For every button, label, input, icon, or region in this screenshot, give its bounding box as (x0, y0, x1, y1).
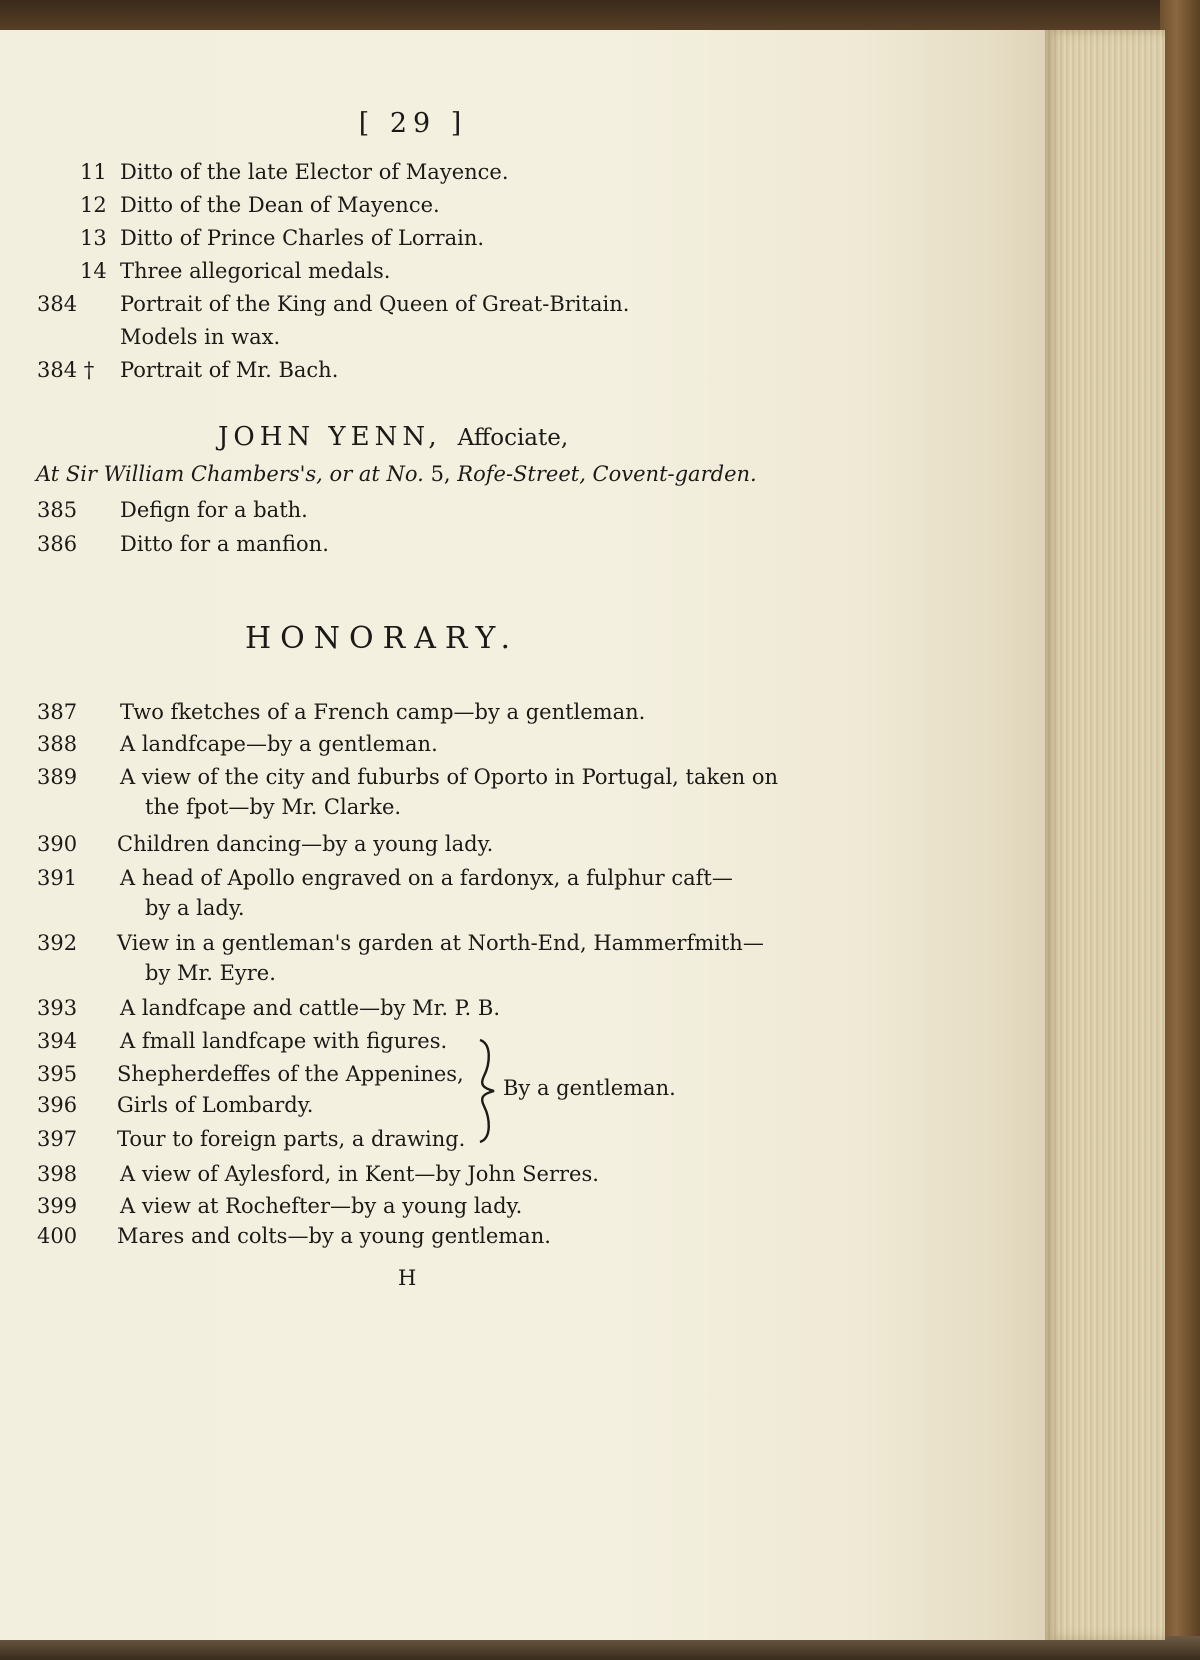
entry-number: 394 (37, 1029, 78, 1053)
entry-number: 390 (37, 832, 78, 856)
entry-text: A landfcape—by a gentleman. (120, 732, 438, 756)
entry-text: Ditto of the Dean of Mayence. (120, 193, 440, 217)
entry-number: 12 (80, 193, 107, 217)
entry-text: Three allegorical medals. (120, 259, 391, 283)
brace-path (480, 1040, 494, 1142)
entry-text: Mares and colts—by a young gentleman. (117, 1224, 551, 1248)
entry-text: Defign for a bath. (120, 498, 308, 522)
entry-text: Ditto of the late Elector of Mayence. (120, 160, 509, 184)
entry-number: 384 (37, 292, 78, 316)
entry-text: Models in wax. (120, 325, 281, 349)
entry-text: A fmall landfcape with figures. (120, 1029, 448, 1053)
entry-text: View in a gentleman's garden at North-End, Hammerfmith— (117, 931, 764, 955)
entry-number: 395 (37, 1062, 78, 1086)
entry-number: 397 (37, 1127, 78, 1151)
address-part2: or at No. (329, 462, 424, 486)
book-cover-right (1160, 0, 1200, 1660)
entry-number: 387 (37, 700, 78, 724)
entry-number: 396 (37, 1093, 78, 1117)
entry-number: 398 (37, 1162, 78, 1186)
entry-text: Shepherdeffes of the Appenines, (117, 1062, 464, 1086)
entry-number: 388 (37, 732, 78, 756)
section-heading-honorary: HONORARY. (245, 621, 519, 656)
address-part1: At Sir William Chambers's, (36, 462, 323, 486)
entry-text: A landfcape and cattle—by Mr. P. B. (120, 996, 501, 1020)
entry-number: 400 (37, 1224, 78, 1248)
entry-text: A head of Apollo engraved on a fardonyx, a fulphur caft— (120, 866, 733, 890)
entry-number: 11 (80, 160, 107, 184)
entry-number: 13 (80, 226, 107, 250)
address-part3: Rofe-Street, Covent-garden. (457, 462, 757, 486)
entry-number: 14 (80, 259, 107, 283)
entry-number: 391 (37, 866, 78, 890)
entry-number: 386 (37, 532, 78, 556)
artist-role: Affociate, (457, 425, 569, 451)
entry-number: 389 (37, 765, 78, 789)
entry-text-continued: the fpot—by Mr. Clarke. (145, 795, 402, 819)
catchword: H (398, 1266, 417, 1290)
entry-text: Portrait of the King and Queen of Great-Britain. (120, 292, 630, 316)
artist-name: JOHN YENN, (218, 422, 442, 452)
entry-text: Tour to foreign parts, a drawing. (117, 1127, 466, 1151)
address-number: 5, (430, 462, 451, 486)
entry-text: Portrait of Mr. Bach. (120, 358, 339, 382)
entry-text: A view at Rochefter—by a young lady. (120, 1194, 523, 1218)
entry-text: A view of Aylesford, in Kent—by John Serres. (120, 1162, 599, 1186)
entry-text: Children dancing—by a young lady. (117, 832, 494, 856)
entry-text: Two fketches of a French camp—by a gentleman. (120, 700, 646, 724)
entry-number: 385 (37, 498, 78, 522)
grouping-brace (476, 1036, 506, 1146)
entry-text-continued: by a lady. (145, 896, 245, 920)
brace-attribution: By a gentleman. (503, 1076, 676, 1100)
section-heading-yenn (218, 422, 568, 452)
entry-text: Ditto for a manfion. (120, 532, 329, 556)
entry-number: 392 (37, 931, 78, 955)
entry-text: Girls of Lombardy. (117, 1093, 314, 1117)
artist-address (36, 462, 757, 486)
entry-number: 393 (37, 996, 78, 1020)
page-fore-edge (1045, 30, 1165, 1640)
entry-number: 399 (37, 1194, 78, 1218)
entry-text: A view of the city and fuburbs of Oporto in Portugal, taken on (120, 765, 779, 789)
entry-text-continued: by Mr. Eyre. (145, 961, 276, 985)
page-number: [ 29 ] (358, 108, 468, 139)
entry-text: Ditto of Prince Charles of Lorrain. (120, 226, 485, 250)
entry-number: 384 † (37, 358, 95, 382)
